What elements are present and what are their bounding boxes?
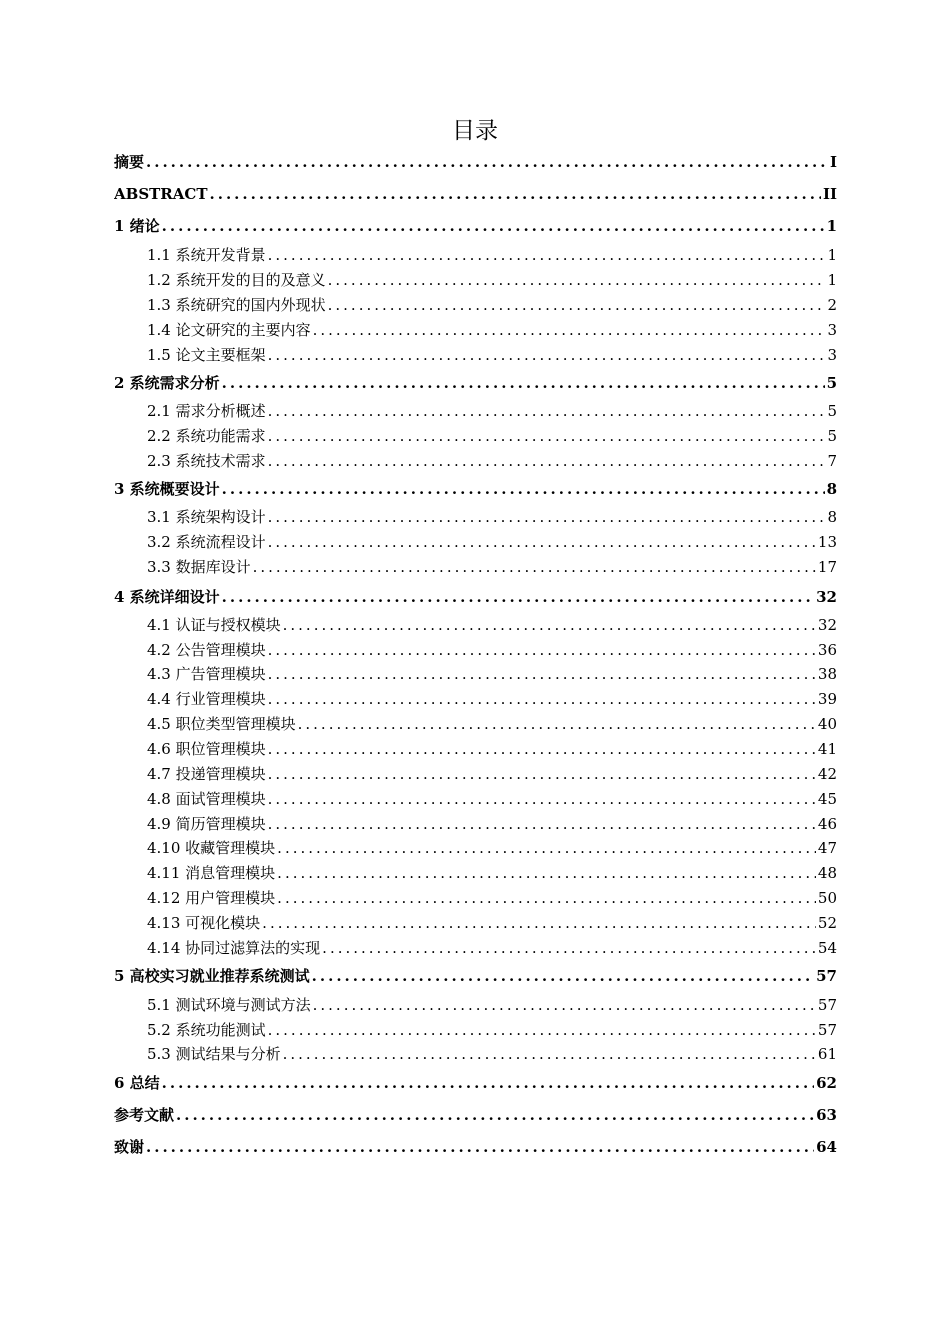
toc-dot-leader xyxy=(322,936,816,960)
toc-section-entry[interactable] xyxy=(147,449,837,473)
toc-entry-title: 4.1 认证与授权模块 xyxy=(147,616,281,634)
toc-page-number: 54 xyxy=(817,939,837,957)
toc-dot-leader xyxy=(146,150,828,174)
toc-entry-title: ABSTRACT xyxy=(114,185,208,203)
toc-dot-leader xyxy=(222,585,814,609)
toc-entry-title: 1.5 论文主要框架 xyxy=(147,346,266,364)
toc-entry-title: 1.3 系统研究的国内外现状 xyxy=(147,296,326,314)
toc-entry-title: 3 系统概要设计 xyxy=(114,480,220,498)
toc-dot-leader xyxy=(222,371,825,395)
toc-chapter-entry[interactable] xyxy=(114,371,837,395)
toc-section-entry[interactable] xyxy=(147,762,837,786)
toc-entry-title: 4.3 广告管理模块 xyxy=(147,665,266,683)
toc-entry-title: 4.4 行业管理模块 xyxy=(147,690,266,708)
toc-section-entry[interactable] xyxy=(147,1042,837,1066)
toc-chapter-entry[interactable] xyxy=(114,585,837,609)
toc-entry-title: 4 系统详细设计 xyxy=(114,588,220,606)
toc-section-entry[interactable] xyxy=(147,687,837,711)
toc-section-entry[interactable] xyxy=(147,861,837,885)
toc-section-entry[interactable] xyxy=(147,424,837,448)
toc-dot-leader xyxy=(277,836,816,860)
toc-page-number: 32 xyxy=(816,588,837,606)
toc-entry-title: 2.3 系统技术需求 xyxy=(147,452,266,470)
toc-entry-title: 1.2 系统开发的目的及意义 xyxy=(147,271,326,289)
toc-entry-title: 4.9 简历管理模块 xyxy=(147,815,266,833)
toc-section-entry[interactable] xyxy=(147,293,837,317)
toc-page-number: 5 xyxy=(826,374,837,392)
toc-page-number: 41 xyxy=(817,740,837,758)
toc-section-entry[interactable] xyxy=(147,638,837,662)
toc-dot-leader xyxy=(328,293,826,317)
toc-section-entry[interactable] xyxy=(147,787,837,811)
toc-dot-leader xyxy=(277,886,816,910)
toc-dot-leader xyxy=(222,477,825,501)
toc-section-entry[interactable] xyxy=(147,936,837,960)
toc-entry-title: 4.7 投递管理模块 xyxy=(147,765,266,783)
toc-section-entry[interactable] xyxy=(147,318,837,342)
toc-page-number: 7 xyxy=(827,452,837,470)
toc-dot-leader xyxy=(268,505,826,529)
toc-page-number: 39 xyxy=(817,690,837,708)
toc-dot-leader xyxy=(268,638,816,662)
toc-dot-leader xyxy=(312,964,814,988)
toc-section-entry[interactable] xyxy=(147,886,837,910)
toc-entry-title: 5 高校实习就业推荐系统测试 xyxy=(114,967,310,985)
toc-page-number: 13 xyxy=(817,533,837,551)
toc-section-entry[interactable] xyxy=(147,343,837,367)
toc-page-number: 62 xyxy=(816,1074,837,1092)
toc-dot-leader xyxy=(268,662,816,686)
toc-chapter-entry[interactable] xyxy=(114,1071,837,1095)
toc-section-entry[interactable] xyxy=(147,836,837,860)
toc-entry-title: 4.10 收藏管理模块 xyxy=(147,839,276,857)
toc-page-number: 45 xyxy=(817,790,837,808)
toc-dot-leader xyxy=(283,1042,816,1066)
toc-dot-leader xyxy=(277,861,816,885)
toc-entry-title: 摘要 xyxy=(114,153,145,171)
toc-entry-title: 3.3 数据库设计 xyxy=(147,558,251,576)
toc-page-number: 63 xyxy=(816,1106,837,1124)
toc-page-number: 57 xyxy=(816,967,837,985)
toc-dot-leader xyxy=(268,424,826,448)
toc-page-number: 47 xyxy=(817,839,837,857)
toc-dot-leader xyxy=(262,911,816,935)
toc-dot-leader xyxy=(146,1135,814,1159)
toc-dot-leader xyxy=(176,1103,814,1127)
toc-entry-title: 3.2 系统流程设计 xyxy=(147,533,266,551)
toc-chapter-entry[interactable] xyxy=(114,477,837,501)
toc-entry-title: 4.8 面试管理模块 xyxy=(147,790,266,808)
toc-page-number: 57 xyxy=(817,996,837,1014)
toc-section-entry[interactable] xyxy=(147,530,837,554)
toc-section-entry[interactable] xyxy=(147,613,837,637)
toc-dot-leader xyxy=(268,343,826,367)
toc-page-number: 48 xyxy=(817,864,837,882)
toc-chapter-entry[interactable] xyxy=(114,182,837,206)
toc-page-number: II xyxy=(822,185,837,203)
toc-dot-leader xyxy=(268,399,826,423)
toc-entry-title: 致谢 xyxy=(114,1138,145,1156)
toc-page-number: 61 xyxy=(817,1045,837,1063)
toc-section-entry[interactable] xyxy=(147,243,837,267)
toc-entry-title: 3.1 系统架构设计 xyxy=(147,508,266,526)
page-title: 目录 xyxy=(452,118,498,144)
toc-page-number: 64 xyxy=(816,1138,837,1156)
toc-page-number: 50 xyxy=(817,889,837,907)
toc-chapter-entry[interactable] xyxy=(114,1103,837,1127)
toc-dot-leader xyxy=(162,214,825,238)
toc-chapter-entry[interactable] xyxy=(114,964,837,988)
toc-entry-title: 参考文献 xyxy=(114,1106,175,1124)
toc-section-entry[interactable] xyxy=(147,737,837,761)
toc-entry-title: 1 绪论 xyxy=(114,217,160,235)
toc-chapter-entry[interactable] xyxy=(114,1135,837,1159)
toc-page-number: 42 xyxy=(817,765,837,783)
toc-section-entry[interactable] xyxy=(147,993,837,1017)
toc-section-entry[interactable] xyxy=(147,555,837,579)
toc-dot-leader xyxy=(268,449,826,473)
toc-dot-leader xyxy=(268,687,816,711)
toc-page-number: 1 xyxy=(826,217,837,235)
toc-page-number: 40 xyxy=(817,715,837,733)
toc-entry-title: 4.5 职位类型管理模块 xyxy=(147,715,296,733)
toc-section-entry[interactable] xyxy=(147,812,837,836)
toc-section-entry[interactable] xyxy=(147,399,837,423)
toc-dot-leader xyxy=(313,993,816,1017)
toc-dot-leader xyxy=(268,787,816,811)
toc-section-entry[interactable] xyxy=(147,911,837,935)
toc-page-number: 3 xyxy=(827,321,837,339)
toc-page-number: I xyxy=(829,153,837,171)
toc-page-number: 32 xyxy=(817,616,837,634)
toc-dot-leader xyxy=(298,712,816,736)
toc-page-number: 1 xyxy=(827,271,837,289)
toc-page-number: 52 xyxy=(817,914,837,932)
toc-chapter-entry[interactable] xyxy=(114,214,837,238)
toc-dot-leader xyxy=(268,530,816,554)
toc-entry-title: 4.12 用户管理模块 xyxy=(147,889,276,907)
toc-entry-title: 5.3 测试结果与分析 xyxy=(147,1045,281,1063)
toc-dot-leader xyxy=(210,182,821,206)
toc-page-number: 17 xyxy=(817,558,837,576)
toc-page-number: 3 xyxy=(827,346,837,364)
toc-page-number: 2 xyxy=(827,296,837,314)
toc-section-entry[interactable] xyxy=(147,268,837,292)
toc-dot-leader xyxy=(268,762,816,786)
toc-dot-leader xyxy=(268,1018,816,1042)
toc-entry-title: 5.1 测试环境与测试方法 xyxy=(147,996,311,1014)
toc-page-number: 46 xyxy=(817,815,837,833)
toc-section-entry[interactable] xyxy=(147,505,837,529)
toc-section-entry[interactable] xyxy=(147,1018,837,1042)
toc-entry-title: 1.1 系统开发背景 xyxy=(147,246,266,264)
toc-page-number: 1 xyxy=(827,246,837,264)
toc-dot-leader xyxy=(268,243,826,267)
toc-entry-title: 4.13 可视化模块 xyxy=(147,914,261,932)
toc-dot-leader xyxy=(268,812,816,836)
toc-entry-title: 6 总结 xyxy=(114,1074,160,1092)
toc-section-entry[interactable] xyxy=(147,662,837,686)
toc-page-number: 36 xyxy=(817,641,837,659)
toc-entry-title: 4.6 职位管理模块 xyxy=(147,740,266,758)
toc-entry-title: 5.2 系统功能测试 xyxy=(147,1021,266,1039)
toc-page-number: 8 xyxy=(826,480,837,498)
toc-page-number: 5 xyxy=(827,402,837,420)
toc-entry-title: 2.1 需求分析概述 xyxy=(147,402,266,420)
toc-entry-title: 4.14 协同过滤算法的实现 xyxy=(147,939,321,957)
toc-dot-leader xyxy=(268,737,816,761)
toc-chapter-entry[interactable] xyxy=(114,150,837,174)
toc-page-number: 8 xyxy=(827,508,837,526)
toc-dot-leader xyxy=(253,555,816,579)
toc-entry-title: 2.2 系统功能需求 xyxy=(147,427,266,445)
toc-dot-leader xyxy=(162,1071,814,1095)
toc-entry-title: 4.2 公告管理模块 xyxy=(147,641,266,659)
toc-page-number: 5 xyxy=(827,427,837,445)
toc-page-number: 57 xyxy=(817,1021,837,1039)
toc-page-number: 38 xyxy=(817,665,837,683)
toc-dot-leader xyxy=(328,268,826,292)
toc-entry-title: 1.4 论文研究的主要内容 xyxy=(147,321,311,339)
toc-section-entry[interactable] xyxy=(147,712,837,736)
toc-entry-title: 4.11 消息管理模块 xyxy=(147,864,276,882)
toc-dot-leader xyxy=(283,613,816,637)
toc-entry-title: 2 系统需求分析 xyxy=(114,374,220,392)
toc-dot-leader xyxy=(313,318,826,342)
